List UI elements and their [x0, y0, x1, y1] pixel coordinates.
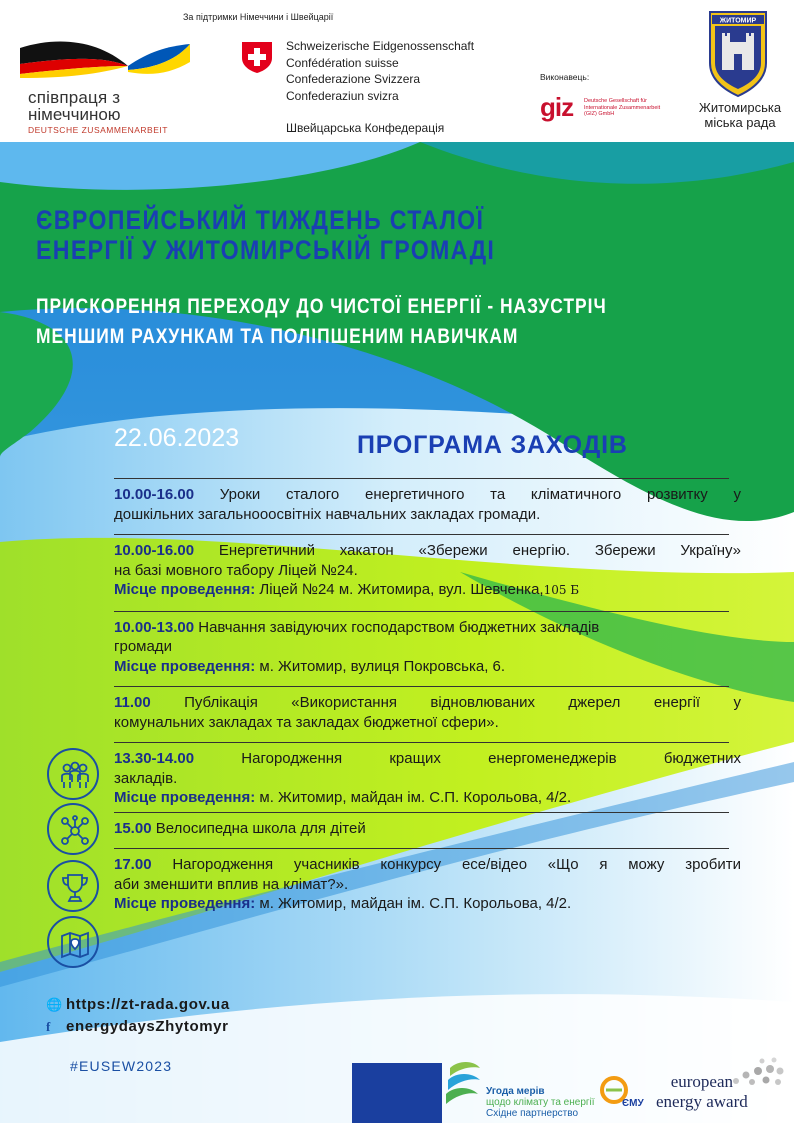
- city-name-line2: міська рада: [704, 115, 776, 130]
- divider: [114, 812, 729, 813]
- covenant-line1: Угода мерів: [486, 1086, 545, 1097]
- subtitle-line2: МЕНШИМ РАХУНКАМ ТА ПОЛІПШЕНИМ НАВИЧКАМ: [36, 325, 519, 348]
- header: [0, 0, 794, 142]
- de-logo-line1: співпраця з: [28, 88, 121, 107]
- event-location: [114, 580, 741, 601]
- flag-ribbon-icon: [18, 38, 193, 88]
- location-text: м. Житомир, вулиця Покровська, 6.: [255, 657, 506, 675]
- swiss-name-de: Schweizerische Eidgenossenschaft: [286, 39, 475, 53]
- event-time: 15.00: [114, 819, 152, 837]
- event-line: [114, 855, 741, 875]
- covenant-line3: Східне партнерство: [486, 1108, 579, 1119]
- title-line2: ЕНЕРГІЇ У ЖИТОМИРСЬКІЙ ГРОМАДІ: [36, 235, 496, 265]
- event-time: 11.00: [114, 694, 151, 711]
- location-text: м. Житомир, майдан ім. С.П. Корольова, 4/2.: [255, 895, 572, 912]
- eea-dots-icon: [722, 1055, 792, 1087]
- event-time: 10.00-16.00: [114, 542, 195, 559]
- giz-full-name: Deutsche Gesellschaft für Internationale Zusammenarbeit (GIZ) GmbH: [584, 98, 661, 117]
- facebook-link[interactable]: [46, 1018, 229, 1035]
- program-heading: ПРОГРАМА ЗАХОДІВ: [357, 431, 628, 459]
- de-logo-line2: німеччиною: [28, 105, 121, 124]
- page-subtitle: [36, 292, 667, 352]
- subtitle-line1: ПРИСКОРЕННЯ ПЕРЕХОДУ ДО ЧИСТОЇ ЕНЕРГІЇ - НАЗУСТРІЧ: [36, 295, 607, 318]
- event-time: 10.00-13.00: [114, 618, 195, 636]
- eemu-logo-icon: [600, 1072, 654, 1110]
- covenant-text: [486, 1086, 595, 1119]
- people-group-icon: [47, 748, 99, 800]
- event-line: [114, 485, 741, 505]
- events-list: [114, 478, 741, 914]
- divider: [114, 478, 729, 479]
- german-cooperation-logo: [18, 38, 193, 138]
- swiss-name-rm: Confederaziun svizra: [286, 88, 399, 103]
- event-item: [114, 693, 741, 732]
- divider: [114, 686, 729, 687]
- event-text: Нагородження кращих енергоменеджерів бюджетних: [194, 750, 741, 767]
- event-line: на базі мовного табору Ліцей №24.: [114, 561, 358, 579]
- event-location: [114, 788, 741, 808]
- location-label: Місце проведення:: [114, 581, 256, 598]
- page-title: [36, 205, 552, 265]
- support-note: За підтримки Німеччини і Швейцарії: [183, 12, 334, 22]
- event-date: 22.06.2023: [114, 424, 240, 452]
- event-text: Велосипедна школа для дітей: [151, 819, 366, 837]
- event-text: Публікація «Використання відновлюваних джерел енергії у: [150, 694, 741, 711]
- event-time: 10.00-16.00: [114, 486, 195, 503]
- event-time: 13.30-14.00: [114, 750, 195, 767]
- location-text: м. Житомир, майдан ім. С.П. Корольова, 4/2.: [255, 789, 572, 806]
- event-item: [114, 819, 741, 839]
- event-item: [114, 749, 741, 808]
- event-text: Енергетичний хакатон «Збережи енергію. Збережи Україну»: [194, 542, 741, 559]
- hashtag: #EUSEW2023: [70, 1058, 173, 1074]
- divider: [114, 534, 729, 535]
- swiss-name-it: Confederazione Svizzera: [286, 72, 421, 86]
- covenant-of-mayors-icon: [444, 1058, 484, 1108]
- location-text: Ліцей №24 м. Житомира, вул. Шевченка,: [255, 581, 544, 598]
- divider: [114, 742, 729, 743]
- event-line: [114, 819, 741, 839]
- event-item: [114, 485, 741, 524]
- swiss-flag-icon: [240, 40, 274, 74]
- de-logo-line3: DEUTSCHE ZUSAMMENARBEIT: [28, 125, 168, 135]
- facebook-icon: f: [46, 1019, 51, 1034]
- location-number: 105 Б: [543, 583, 580, 597]
- swiss-name-fr: Confédération suisse: [286, 55, 399, 70]
- event-text: Уроки сталого енергетичного та кліматичного розвитку у: [194, 486, 741, 503]
- eu-flag-icon: [352, 1063, 442, 1123]
- crest-label: ЖИТОМИР: [719, 17, 757, 25]
- event-line: [114, 693, 741, 713]
- city-council-name: [690, 100, 790, 130]
- event-text: Навчання завідуючих господарством бюджетних закладів: [194, 618, 600, 636]
- network-icon: [47, 803, 99, 855]
- event-location: [114, 894, 741, 914]
- globe-icon: 🌐: [46, 997, 63, 1012]
- divider: [114, 848, 729, 849]
- event-line: [114, 749, 741, 769]
- swiss-confederation-names: [286, 38, 474, 104]
- location-label: Місце проведення:: [114, 895, 256, 912]
- website-link[interactable]: [46, 996, 230, 1013]
- zhytomyr-crest-icon: [706, 8, 770, 98]
- executor-label: Виконавець:: [540, 72, 590, 82]
- event-item: [114, 618, 741, 677]
- trophy-icon: [47, 860, 99, 912]
- divider: [114, 611, 729, 612]
- event-line: [114, 541, 741, 561]
- eea-line1: european: [670, 1072, 734, 1091]
- swiss-name-uk: Швейцарська Конфедерація: [286, 121, 445, 135]
- event-line: [114, 618, 741, 638]
- covenant-line2: щодо клімату та енергії: [486, 1097, 595, 1108]
- facebook-text[interactable]: energydaysZhytomyr: [66, 1018, 229, 1035]
- giz-logo: giz: [540, 92, 574, 122]
- event-line: аби зменшити вплив на клімат?».: [114, 875, 349, 893]
- title-line1: ЄВРОПЕЙСЬКИЙ ТИЖДЕНЬ СТАЛОЇ: [36, 205, 485, 235]
- map-pin-icon: [47, 916, 99, 968]
- event-text: Нагородження учасників конкурсу есе/відео «Що я можу зробити: [151, 856, 741, 873]
- event-line: комунальних закладах та закладах бюджетної сфери».: [114, 713, 499, 731]
- location-label: Місце проведення:: [114, 657, 256, 675]
- website-text[interactable]: https://zt-rada.gov.ua: [66, 996, 230, 1013]
- event-line: закладів.: [114, 769, 178, 787]
- eemu-label: ЄМУ: [622, 1098, 644, 1109]
- event-line: дошкільних загальнооосвітніх навчальних закладах громади.: [114, 505, 541, 523]
- city-name-line1: Житомирська: [698, 100, 782, 115]
- event-line: громади: [114, 638, 172, 655]
- event-time: 17.00: [114, 856, 152, 873]
- event-item: [114, 855, 741, 914]
- event-item: [114, 541, 741, 601]
- location-label: Місце проведення:: [114, 789, 256, 806]
- event-location: [114, 657, 741, 677]
- eea-line2: energy award: [656, 1092, 748, 1111]
